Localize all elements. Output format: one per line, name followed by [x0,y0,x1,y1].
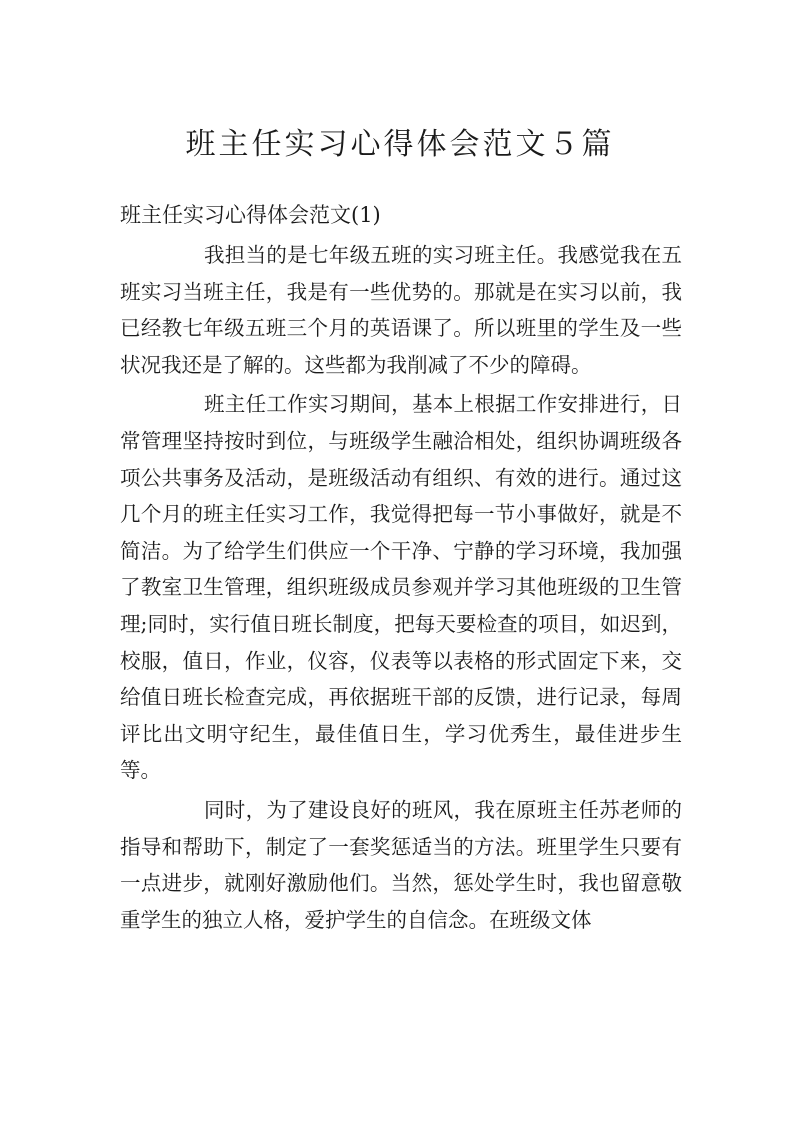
paragraph: 班主任工作实习期间，基本上根据工作安排进行，日常管理坚持按时到位，与班级学生融洽相处，组织协调班级各项公共事务及活动，是班级活动有组织、有效的进行。通过这几个月的班主任实习工作，我觉得把每一节小事做好，就是不简洁。为了给学生们供应一个干净、宁静的学习环境，我加强了教室卫生管理，组织班级成员参观并学习其他班级的卫生管理;同时，实行值日班长制度，把每天要检查的项目，如迟到，校服，值日，作业，仪容，仪表等以表格的形式固定下来，交给值日班长检查完成，再依据班干部的反馈，进行记录，每周评比出文明守纪生，最佳值日生，学习优秀生，最佳进步生等。 [120,392,682,783]
paragraph: 我担当的是七年级五班的实习班主任。我感觉我在五班实习当班主任，我是有一些优势的。那就是在实习以前，我已经教七年级五班三个月的英语课了。所以班里的学生及一些状况我还是了解的。这些都为我削减了不少的障碍。 [120,243,682,377]
document-body [120,237,682,938]
paragraph: 同时，为了建设良好的班风，我在原班主任苏老师的指导和帮助下，制定了一套奖惩适当的方法。班里学生只要有一点进步，就刚好激励他们。当然，惩处学生时，我也留意敬重学生的独立人格，爱护学生的自信念。在班级文体 [120,797,682,932]
document-title: 班主任实习心得体会范文５篇 [185,127,615,162]
section-heading: 班主任实习心得体会范文(1) [120,203,381,227]
